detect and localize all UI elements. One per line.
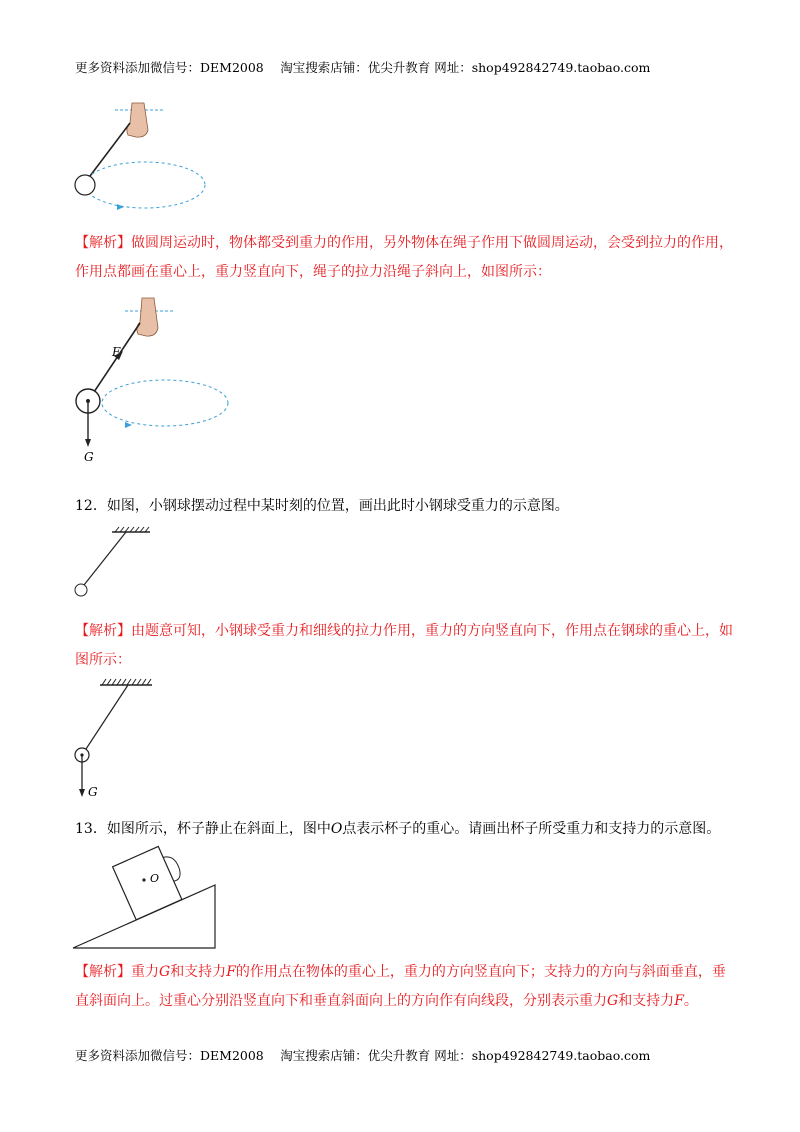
- circular-motion-answer-figure: [70, 293, 240, 468]
- q13-question: 13．如图所示，杯子静止在斜面上，图中O点表示杯子的重心。请画出杯子所受重力和支持力的示意图。: [75, 821, 721, 837]
- analysis-tag: 【解析】: [75, 235, 131, 251]
- label-G: G: [84, 450, 94, 464]
- cup-incline-figure: [70, 843, 230, 953]
- q12-analysis: 【解析】由题意可知，小钢球受重力和细线的拉力作用，重力的方向竖直向下，作用点在钢球的重心上，如图所示：: [75, 623, 733, 668]
- q12-question: 12．如图，小钢球摆动过程中某时刻的位置，画出此时小钢球受重力的示意图。: [75, 498, 569, 514]
- page-footer: 更多资料添加微信号：DEM2008 淘宝搜索店铺：优尖升教育 网址：shop492842749.taobao.com: [75, 1048, 651, 1063]
- circular-motion-figure: [70, 95, 220, 215]
- pendulum-figure: [70, 525, 170, 600]
- label-O: O: [150, 872, 160, 885]
- pendulum-answer-figure: [70, 675, 170, 805]
- q11-analysis: 【解析】做圆周运动时，物体都受到重力的作用，另外物体在绳子作用下做圆周运动，会受到拉力的作用，作用点都画在重心上，重力竖直向下，绳子的拉力沿绳子斜向上，如图所示：: [75, 235, 733, 280]
- label-F: F: [112, 345, 121, 359]
- page-header: 更多资料添加微信号：DEM2008 淘宝搜索店铺：优尖升教育 网址：shop492842749.taobao.com: [75, 60, 651, 75]
- label-G: G: [88, 785, 98, 799]
- q13-analysis: 【解析】重力G和支持力F的作用点在物体的重心上，重力的方向竖直向下；支持力的方向与斜面垂直，垂直斜面向上。过重心分别沿竖直向下和垂直斜面向上的方向作有向线段，分别表示重力G和支持力F。: [75, 964, 726, 1009]
